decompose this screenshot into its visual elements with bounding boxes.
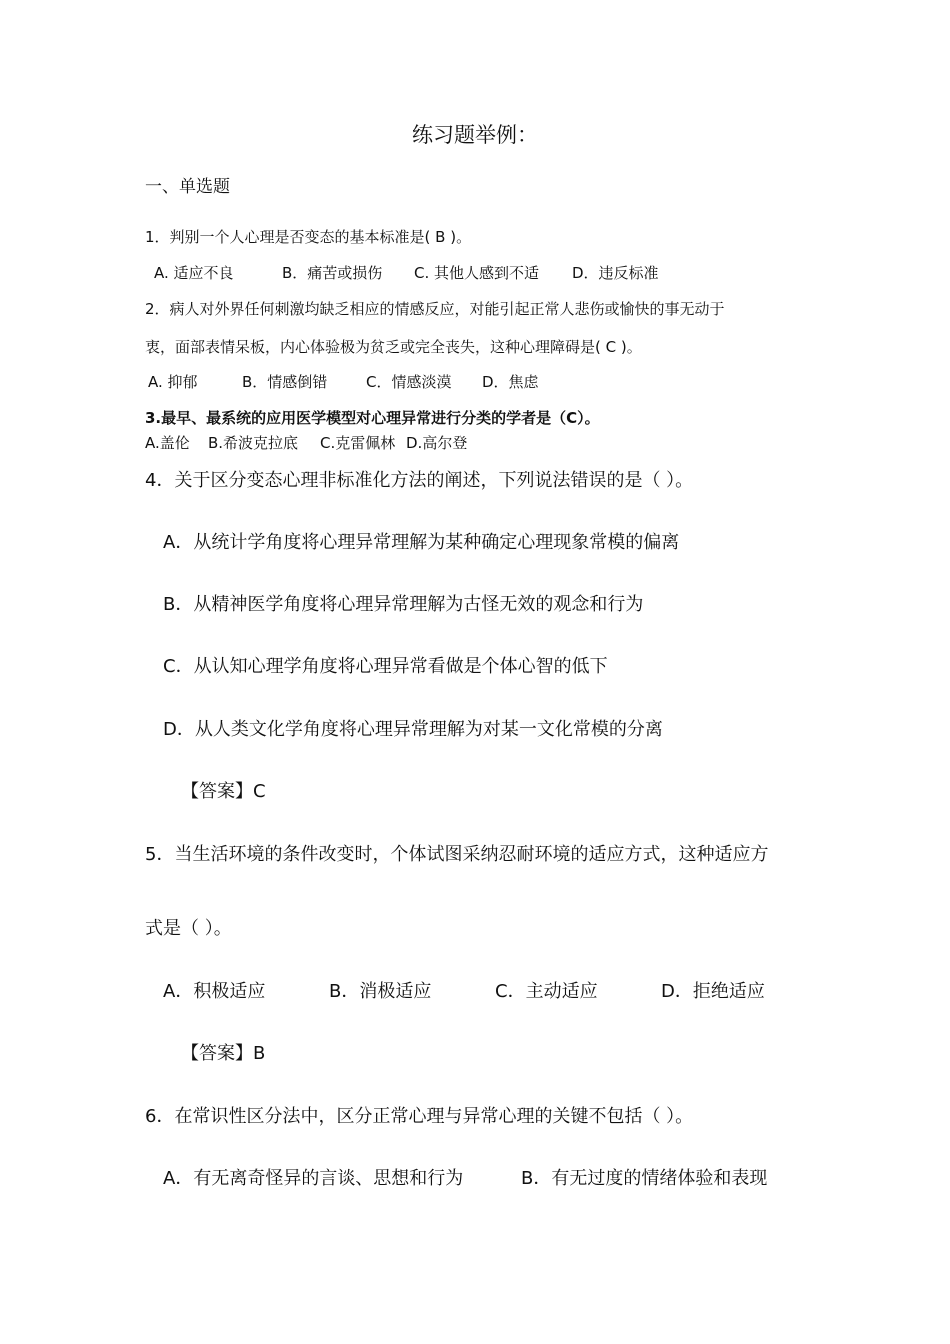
question-2-options <box>148 371 539 393</box>
page-title: 练习题举例： <box>412 123 538 147</box>
section-heading: 一、单选题 <box>145 177 230 197</box>
question-5-options <box>163 981 765 1003</box>
option-b: B．消极适应 <box>329 981 432 1002</box>
option-d: D.高尔登 <box>406 434 468 452</box>
question-2-stem-line-2: 衷，面部表情呆板，内心体验极为贫乏或完全丧失，这种心理障碍是( C )。 <box>145 338 642 356</box>
question-1-options <box>154 262 659 284</box>
question-3-options <box>145 432 467 454</box>
question-4-option-a: A．从统计学角度将心理异常理解为某种确定心理现象常模的偏离 <box>163 532 680 553</box>
option-b: B.希波克拉底 <box>208 434 299 452</box>
option-a: A. 抑郁 <box>148 373 198 391</box>
question-5-stem-line-1: 5．当生活环境的条件改变时，个体试图采纳忍耐环境的适应方式，这种适应方 <box>145 844 769 865</box>
option-c: C.克雷佩林 <box>320 434 396 452</box>
question-4-option-c: C．从认知心理学角度将心理异常看做是个体心智的低下 <box>163 656 608 677</box>
option-c: C．情感淡漠 <box>366 373 452 391</box>
question-5-answer: 【答案】B <box>181 1043 266 1064</box>
option-a: A.盖伦 <box>145 434 190 452</box>
option-b: B．情感倒错 <box>242 373 328 391</box>
question-6-stem: 6．在常识性区分法中，区分正常心理与异常心理的关键不包括（ ）。 <box>145 1106 694 1127</box>
question-3-stem: 3.最早、最系统的应用医学模型对心理异常进行分类的学者是（C）。 <box>145 409 600 427</box>
question-4-option-b: B．从精神医学角度将心理异常理解为古怪无效的观念和行为 <box>163 594 644 615</box>
option-c: C. 其他人感到不适 <box>414 264 540 282</box>
question-2-stem-line-1: 2．病人对外界任何刺激均缺乏相应的情感反应，对能引起正常人悲伤或愉快的事无动于 <box>145 300 725 318</box>
option-b: B．痛苦或损伤 <box>282 264 383 282</box>
option-d: D．拒绝适应 <box>661 981 765 1002</box>
option-a: A. 适应不良 <box>154 264 234 282</box>
option-d: D．焦虑 <box>482 373 539 391</box>
option-a: A．有无离奇怪异的言谈、思想和行为 <box>163 1168 464 1189</box>
question-1-stem: 1．判别一个人心理是否变态的基本标准是( B )。 <box>145 228 472 246</box>
question-4-stem: 4．关于区分变态心理非标准化方法的阐述，下列说法错误的是（ ）。 <box>145 470 694 491</box>
option-d: D．违反标准 <box>572 264 659 282</box>
question-5-stem-line-2: 式是（ ）。 <box>145 918 232 939</box>
option-c: C．主动适应 <box>495 981 598 1002</box>
option-b: B．有无过度的情绪体验和表现 <box>521 1168 768 1189</box>
question-4-option-d: D．从人类文化学角度将心理异常理解为对某一文化常模的分离 <box>163 719 663 740</box>
question-4-answer: 【答案】C <box>181 781 266 802</box>
question-6-options <box>163 1168 767 1190</box>
option-a: A．积极适应 <box>163 981 266 1002</box>
